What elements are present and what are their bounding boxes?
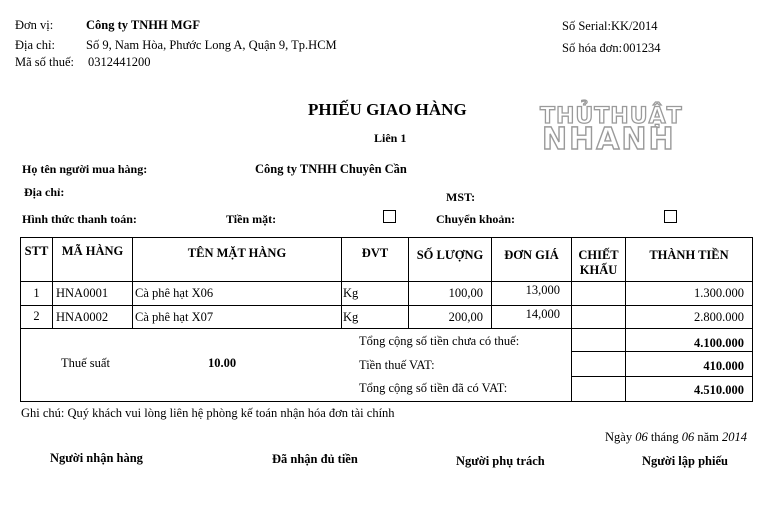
vat-label: Tiền thuế VAT: [359,358,435,372]
row1-code: HNA0001 [56,286,109,300]
col-header-stt: STT [24,244,49,258]
row1-stt: 1 [33,286,40,300]
tax-rate-label: Thuế suất [61,356,110,370]
row1-name: Cà phê hạt X06 [135,286,214,300]
total-label: Tổng cộng số tiền đã có VAT: [359,381,508,395]
signature-responsible: Người phụ trách [456,454,545,468]
col-header-qty: SỐ LƯỢNG [416,248,484,262]
row1-amount: 1.300.000 [694,286,744,300]
transfer-checkbox[interactable] [664,210,677,223]
date-year: 2014 [722,430,748,444]
row2-name: Cà phê hạt X07 [135,310,214,324]
date-line [605,430,747,445]
col-header-code: MÃ HÀNG [61,244,124,258]
cash-label: Tiền mặt: [226,212,277,226]
tax-rate-value: 10.00 [208,356,237,370]
row2-price: 14,000 [525,307,560,321]
signature-receiver: Người nhận hàng [50,451,143,465]
table-divider [21,328,752,329]
invoice-number-value: 001234 [623,41,661,55]
cash-checkbox[interactable] [383,210,396,223]
payment-method-label: Hình thức thanh toán: [22,212,137,226]
col-header-discount: CHIẾT KHẤU [578,248,619,277]
serial-value: KK/2014 [611,19,658,33]
date-month: 06 [681,430,695,444]
note: Ghi chú: Quý khách vui lòng liên hệ phòng kế toán nhận hóa đơn tài chính [21,406,395,420]
col-header-price: ĐƠN GIÁ [504,248,559,262]
row2-code: HNA0002 [56,310,109,324]
row1-price: 13,000 [525,283,560,297]
col-header-unit: ĐVT [361,246,389,260]
serial-label: Số Serial: [562,19,611,33]
copy-label: Liên 1 [374,131,407,145]
watermark-line2: NHANH [542,122,676,157]
row2-stt: 2 [33,309,40,323]
row2-amount: 2.800.000 [694,310,744,324]
date-ngay: Ngày [605,430,633,444]
date-day: 06 [635,430,648,444]
subtotal-label: Tổng cộng số tiền chưa có thuế: [359,334,520,348]
vat-value: 410.000 [703,359,744,373]
document-title: PHIẾU GIAO HÀNG [308,100,467,119]
dia-chi-value: Số 9, Nam Hòa, Phước Long A, Quận 9, Tp.HCM [86,38,337,52]
invoice-number-label: Số hóa đơn: [562,41,623,55]
row1-qty: 100,00 [448,286,483,300]
signature-creator: Người lập phiếu [642,454,728,468]
date-nam: năm [697,430,719,444]
mst-label: Mã số thuế: [15,55,75,69]
watermark-line1: THỦTHUẬT [540,104,683,129]
table-divider [571,351,752,352]
buyer-mst-label: MST: [446,190,476,204]
buyer-address-label: Địa chỉ: [24,185,65,199]
total-value: 4.510.000 [694,383,744,397]
mst-value: 0312441200 [88,55,151,69]
date-thang: tháng [650,430,679,444]
col-header-name: TÊN MẶT HÀNG [187,246,287,260]
table-divider [21,305,752,306]
don-vi-label: Đơn vị: [15,18,54,32]
buyer-name-value: Công ty TNHH Chuyên Cần [255,162,407,176]
row2-qty: 200,00 [448,310,483,324]
signature-paid: Đã nhận đủ tiền [272,452,358,466]
don-vi-value: Công ty TNHH MGF [86,18,201,32]
col-header-amount: THÀNH TIỀN [649,248,729,262]
table-divider [571,376,752,377]
dia-chi-label: Địa chỉ: [15,38,55,52]
row2-unit: Kg [343,310,359,324]
buyer-name-label: Họ tên người mua hàng: [22,162,148,176]
goods-table [20,237,753,402]
subtotal-value: 4.100.000 [694,336,744,350]
row1-unit: Kg [343,286,359,300]
transfer-label: Chuyển khoản: [436,212,516,226]
table-divider [21,281,752,282]
